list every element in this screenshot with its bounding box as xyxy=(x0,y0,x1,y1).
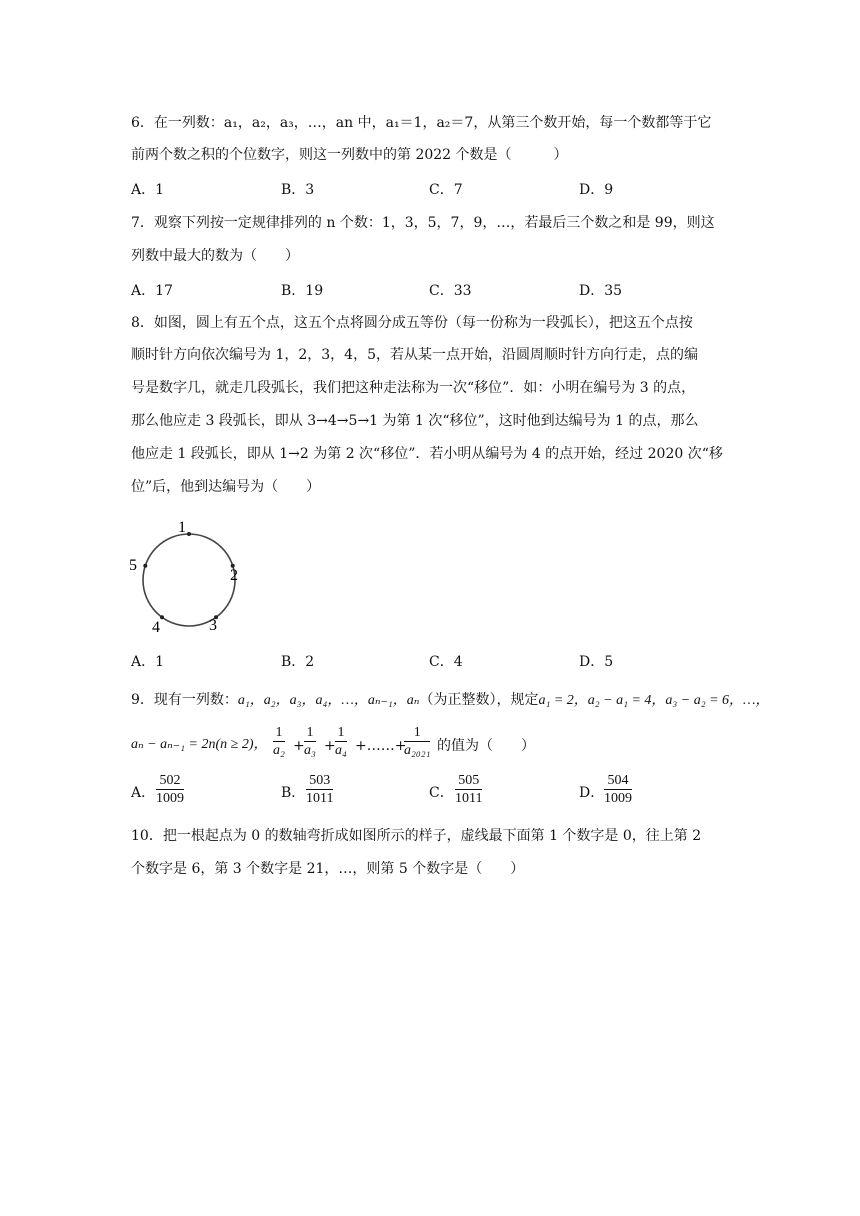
q8-option-b[interactable]: B．2 xyxy=(281,654,315,670)
q6-text-line2: 前两个数之积的个位数字，则这一列数中的第 2022 个数是（ ） xyxy=(131,147,568,163)
q9-option-c[interactable]: C． xyxy=(429,785,454,801)
q6-option-a[interactable]: A．1 xyxy=(131,182,165,198)
label-5: 5 xyxy=(129,557,137,574)
q6-text-line1: 6．在一列数：a₁，a₂，a₃，…，an 中，a₁＝1，a₂＝7，从第三个数开始，每一个数都等于它 xyxy=(131,115,712,131)
q9-option-a[interactable]: A． xyxy=(131,785,156,801)
q9-option-b[interactable]: B． xyxy=(281,785,306,801)
q9-sum-term-2: $\frac{1}{\text{a₃}}$ xyxy=(304,725,316,758)
q9-text-line1 xyxy=(131,690,769,711)
label-1: 1 xyxy=(178,519,186,536)
q7-text-line1: 7．观察下列按一定规律排列的 n 个数：1，3，5，7，9，…，若最后三个数之和是 99，则这 xyxy=(131,215,715,231)
q9-suffix: 的值为（ ） xyxy=(437,738,535,754)
q9-option-b-frac: $\frac{503}{1011}$ xyxy=(306,773,334,806)
q7-option-b[interactable]: B．19 xyxy=(281,283,324,299)
q9-sum-term-1: $\frac{1}{\text{a₂}}$ xyxy=(273,725,285,758)
q6-option-d[interactable]: D．9 xyxy=(579,182,614,198)
label-4: 4 xyxy=(152,619,160,636)
q8-option-c[interactable]: C．4 xyxy=(429,654,463,670)
q7-option-a[interactable]: A．17 xyxy=(131,283,173,299)
q9-sum-term-4: $\frac{1}{\text{a₂₀₂₁}}$ xyxy=(404,725,431,758)
q8-text-line4: 那么他应走 3 段弧长，即从 3→4→5→1 为第 1 次“移位”，这时他到达编号为 1 的点，那么 xyxy=(131,413,699,429)
q7-option-d[interactable]: D．35 xyxy=(579,283,623,299)
q8-text-line5: 他应走 1 段弧长，即从 1→2 为第 2 次“移位”．若小明从编号为 4 的点开始，经过 2020 次“移 xyxy=(131,446,723,462)
q8-text-line6: 位”后，他到达编号为（ ） xyxy=(131,479,321,495)
q10-text-line2: 个数字是 6，第 3 个数字是 21，…，则第 5 个数字是（ ） xyxy=(131,861,525,877)
q8-text-line2: 顺时针方向依次编号为 1，2，3，4，5，若从某一点开始，沿圆周顺时针方向行走，点的编 xyxy=(131,347,698,363)
q9-sum-op-2: + xyxy=(324,738,336,754)
point-4 xyxy=(160,615,164,619)
circle-outline xyxy=(143,534,235,626)
q8-option-a[interactable]: A．1 xyxy=(131,654,165,670)
q9-rule-general: aₙ − aₙ₋₁ = 2n(n ≥ 2)， xyxy=(131,737,268,752)
q8-text-line3: 号是数字几，就走几段弧长，我们把这种走法称为一次“移位”．如：小明在编号为 3 的点， xyxy=(131,380,696,396)
q9-sum-term-3: $\frac{1}{\text{a₄}}$ xyxy=(335,725,347,758)
q9-option-d-frac: $\frac{504}{1009}$ xyxy=(604,773,632,806)
q9-text-line2 xyxy=(131,734,268,755)
q6-option-c[interactable]: C．7 xyxy=(429,182,463,198)
q9-mid: （为正整数），规定 xyxy=(419,692,539,708)
q6-option-b[interactable]: B．3 xyxy=(281,182,315,198)
label-3: 3 xyxy=(209,617,217,634)
q9-sequence: a₁，a₂，a₃，a₄，…，aₙ₋₁，aₙ xyxy=(237,693,420,708)
q9-rule: a₁ = 2，a₂ − a₁ = 4，a₃ − a₂ = 6，…， xyxy=(538,693,770,708)
q9-prefix: 9．现有一列数： xyxy=(131,692,238,708)
q7-text-line2: 列数中最大的数为（ ） xyxy=(131,248,299,264)
q10-text-line1: 10．把一根起点为 0 的数轴弯折成如图所示的样子，虚线最下面第 1 个数字是 0，往上第 2 xyxy=(131,828,702,844)
q9-sum-op-3: +……+ xyxy=(355,738,407,754)
q9-option-a-frac: $\frac{502}{1009}$ xyxy=(156,773,184,806)
q8-circle-figure xyxy=(124,518,254,636)
point-5 xyxy=(143,564,147,568)
q8-option-d[interactable]: D．5 xyxy=(579,654,614,670)
point-1 xyxy=(187,532,191,536)
q8-text-line1: 8．如图，圆上有五个点，这五个点将圆分成五等份（每一份称为一段弧长），把这五个点按 xyxy=(131,315,693,331)
q9-sum-op-1: + xyxy=(293,738,305,754)
label-2: 2 xyxy=(230,567,238,584)
q9-option-c-frac: $\frac{505}{1011}$ xyxy=(455,773,483,806)
q7-option-c[interactable]: C．33 xyxy=(429,283,472,299)
q9-option-d[interactable]: D． xyxy=(579,785,605,801)
